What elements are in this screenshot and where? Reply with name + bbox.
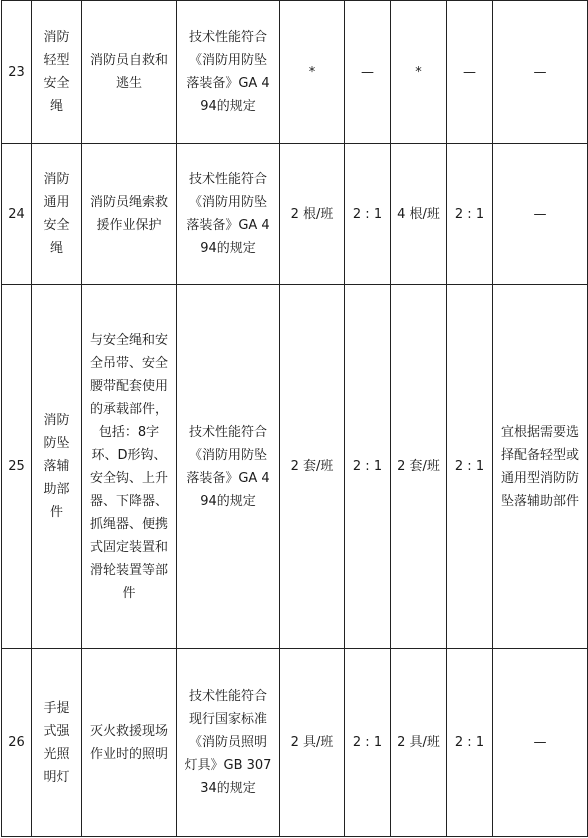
- remarks: —: [493, 144, 588, 285]
- performance-spec: 技术性能符合《消防用防坠落装备》GA 494的规定: [177, 144, 280, 285]
- remarks: —: [493, 1, 588, 144]
- performance-spec: 技术性能符合《消防用防坠落装备》GA 494的规定: [177, 1, 280, 144]
- quantity-a: 2 套/班: [280, 285, 345, 649]
- row-number: 24: [2, 144, 32, 285]
- performance-spec: 技术性能符合《消防用防坠落装备》GA 494的规定: [177, 285, 280, 649]
- remarks: 宜根据需要选择配备轻型或通用型消防防坠落辅助部件: [493, 285, 588, 649]
- reserve-ratio-a: 2 : 1: [345, 649, 391, 837]
- table-row: [2, 649, 588, 837]
- quantity-a: 2 具/班: [280, 649, 345, 837]
- table-row: [2, 144, 588, 285]
- equipment-name: 消防防坠落辅助部件: [32, 285, 82, 649]
- quantity-b: 4 根/班: [391, 144, 447, 285]
- reserve-ratio-b: 2 : 1: [447, 649, 493, 837]
- equipment-use: 与安全绳和安全吊带、安全腰带配套使用的承载部件，包括：8字环、D形钩、安全钩、上升器、下降器、抓绳器、便携式固定装置和滑轮装置等部件: [82, 285, 177, 649]
- reserve-ratio-a: —: [345, 1, 391, 144]
- equipment-name: 手提式强光照明灯: [32, 649, 82, 837]
- row-number: 25: [2, 285, 32, 649]
- reserve-ratio-b: 2 : 1: [447, 285, 493, 649]
- table-row: [2, 285, 588, 649]
- quantity-a: 2 根/班: [280, 144, 345, 285]
- row-number: 23: [2, 1, 32, 144]
- performance-spec: 技术性能符合现行国家标准《消防员照明灯具》GB 30734的规定: [177, 649, 280, 837]
- quantity-b: 2 套/班: [391, 285, 447, 649]
- remarks: —: [493, 649, 588, 837]
- equipment-spec-table: [1, 0, 588, 837]
- reserve-ratio-a: 2 : 1: [345, 285, 391, 649]
- reserve-ratio-b: —: [447, 1, 493, 144]
- row-number: 26: [2, 649, 32, 837]
- table-row: [2, 1, 588, 144]
- equipment-use: 消防员绳索救援作业保护: [82, 144, 177, 285]
- quantity-b: 2 具/班: [391, 649, 447, 837]
- equipment-use: 灭火救援现场作业时的照明: [82, 649, 177, 837]
- quantity-b: *: [391, 1, 447, 144]
- equipment-name: 消防轻型安全绳: [32, 1, 82, 144]
- equipment-name: 消防通用安全绳: [32, 144, 82, 285]
- equipment-use: 消防员自救和逃生: [82, 1, 177, 144]
- quantity-a: *: [280, 1, 345, 144]
- reserve-ratio-b: 2 : 1: [447, 144, 493, 285]
- reserve-ratio-a: 2 : 1: [345, 144, 391, 285]
